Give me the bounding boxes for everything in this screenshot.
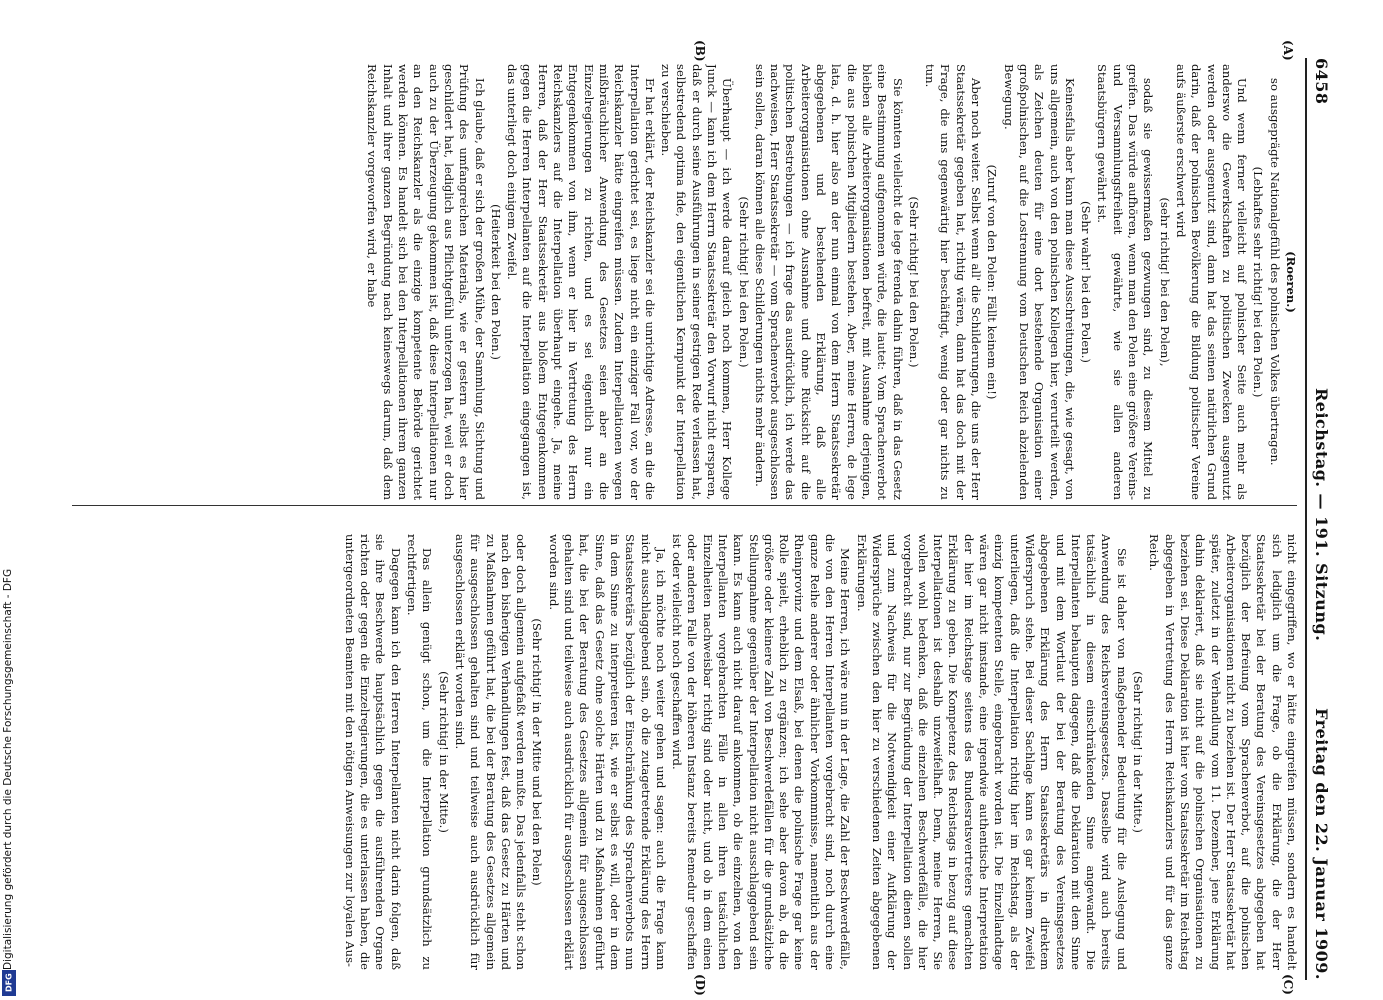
interjection: (Sehr richtig! in der Mitte.) <box>436 671 451 833</box>
paragraph: Überhaupt — ich werde darauf gleich noch kommen, Herr Kollege Junck — kann ich dem Herrn Staatssekretär den Vorwurf nicht ersparen, daß er durch seine Ausführungen in seiner gestrigen Rede verlassen hat, selbstredend optima fide, den eigentlichen Kernpunkt der Interpellation zu verschieben. <box>659 64 735 500</box>
paragraph: Das allein genügt schon, um die Interpellation grundsätzlich zu rechtfertigen. <box>405 534 435 970</box>
paragraph: Und wenn ferner vielleicht auf polnischer Seite auch mehr als anderswo die Gewerkschaften zu politischen Zwecken ausgenutzt werden oder ausgenutzt sind, dann hat das seinen natürlichen Grund darin, daß der polnischen Bevölkerung die Bildung politischer Vereine aufs äußerste erschwert wird <box>1173 64 1250 500</box>
margin-mark-c: (C) <box>1281 974 1295 995</box>
right-column <box>69 534 1299 970</box>
interjection: (Sehr wahr! bei den Polen.) <box>1079 201 1094 363</box>
header-title: Reichstag. — 191. Sitzung. <box>1312 388 1331 642</box>
paragraph: Ja, ich möchte noch weiter gehen und sagen: auch die Frage kann nicht ausschlaggebend sein, ob die zutagetretende Erklärung des Herrn Staatssekretärs bezüglich der Einschränkung des Sprachenverbots nun in dem Sinne zu interpretieren ist, wie er selbst es will, oder in dem Sinne, daß das Gesetz ohne solche Härten und zu Maßnahmen geführt hat, die bei der Beratung des Gesetzes allgemein für ausgeschlossen gehalten sind und teilweise auch ausdrücklich für ausgeschlossen erklärt worden sind. <box>546 534 668 970</box>
interjection: (Sehr richtig! bei den Polen.) <box>736 196 751 368</box>
left-column <box>69 64 1299 500</box>
paragraph: sodaß sie gewissermaßen gezwungen sind, zu diesem Mittel zu greifen. Das würde aufhören, wenn man den Polen eine größere Vereins- und Versammlungsfreiheit gewährte, wie sie allen anderen Staatsbürgern gewährt ist. <box>1095 64 1156 500</box>
interjection: (Sehr richtig! bei den Polen.) <box>906 196 921 368</box>
footer <box>0 0 20 1000</box>
paragraph: so ausgeprägte Nationalgefühl des polnischen Volkes übertragen. <box>1267 78 1282 466</box>
interjection: (sehr richtig! bei den Polen), <box>1157 197 1172 367</box>
paragraph: Ich glaube, daß er sich der großen Mühe, der Sammlung, Sichtung und Prüfung des umfangreichen Materials, wie er gestern selbst es hier geschildert hat, lediglich aus Pflichtgefühl unterzogen hat, weil er doch auch zu der Überzeugung gekommen ist, daß diese Interpellationen nur an den Reichskanzler als die einzige kompetente Behörde gerichtet werden können. Es handelt sich bei den Interpellationen ihrem ganzen Inhalt und ihrer ganzen Begründung nach keineswegs darum, daß dem Reichskanzler vorgeworfen wird, er habe <box>365 64 487 500</box>
paragraph: Sie ist daher von maßgebender Bedeutung für die Auslegung und Anwendung des Reichsvereinsgesetzes. Dasselbe wird auch bereits tatsächlich in diesem einschränkenden Sinne angewandt. Die Interpellanten behaupten dagegen, daß die Deklaration mit dem Sinne und mit dem Wortlaut der bei der Beratung des Vereinsgesetzes abgegebenen Erklärung des Herrn Staatssekretärs in direktem Widerspruch stehe. Bei dieser Sachlage kann es gar keinem Zweifel unterliegen, daß die Interpellation richtig hier im Reichstag, als der einzig kompetenten Stelle, eingebracht worden ist. Die Einzellandtage wären gar nicht imstande, eine irgendwie authentische Interpretation der hier im Reichstage seitens des Bundesratsvertreters gemachten Erklärung zu geben. Die Kompetenz des Reichstags in bezug auf diese Interpellationen ist deshalb unzweifelhaft. Denn, meine Herren, Sie wollen wohl bedenken, daß die einzelnen Beschwerdefälle, die hier vorgebracht sind, nur zur Begründung der Interpellation dienen sollen und zum Nachweis für die Notwendigkeit einer Aufklärung der Widersprüche zwischen den hier zu verschiedenen Zeiten abgegebenen Erklärungen. <box>854 534 1129 970</box>
paragraph: Keinesfalls aber kann man diese Ausschreitungen, die, wie gesagt, von uns allgemein, auch von den polnischen Kollegen hier, verurteilt werden, als Zeichen deuten für eine dort bestehende Organisation einer großpolnischen, auf die Lostrennung vom Deutschen Reich abzielenden Bewegung. <box>1001 64 1077 500</box>
footer-credit: Digitalisierung gefördert durch die Deutsche Forschungsgemeinschaft - DFG <box>2 568 14 970</box>
interjection: (Lebhaftes sehr richtig! bei den Polen.) <box>1251 166 1266 398</box>
paragraph: nicht eingegriffen, wo er hätte eingreifen müssen, sondern es handelt sich lediglich um die Frage, ob die Erklärung, die der Herr Staatssekretär bei der Beratung des Vereinsgesetzes abgegeben hat bezüglich der Befreiung vom Sprachenverbot, auf die polnischen Arbeiterorganisationen nicht zu beziehen ist. Der Herr Staatssekretär hat später, zuletzt in der Verhandlung vom 11. Dezember, jene Erklärung dahin deklariert, daß sie nicht auf die polnischen Organisationen zu beziehen sei. Diese Deklaration ist hier vom Staatssekretär im Reichstag abgegeben in Vertretung des Herrn Reichskanzlers und für das ganze Reich. <box>1147 534 1299 970</box>
margin-mark-b: (B) <box>693 40 707 62</box>
paragraph: Er hat erklärt, der Reichskanzler sei die unrichtige Adresse, an die die Interpellation gerichtet sei, es liege nicht ein einziger Fall vor, wo der Reichskanzler hätte eingreifen müssen. Zudem Interpellationen wegen mißbräuchlicher Anwendung des Gesetzes seien aber an die Einzelregierungen zu richten, und es sei eigentlich nur ein Entgegenkommen von ihm, wenn er hier in Vertretung des Herrn Reichskanzlers auf die Interpellation überhaupt eingehe. Ja, meine Herren, daß der Herr Staatssekretär aus bloßem Entgegenkommen gegen die Herren Interpellanten auf die Interpellation eingegangen ist, das unterliegt doch einigem Zweifel. <box>505 64 657 500</box>
paragraph: Sie könnten vielleicht de lege ferenda dahin führen, daß in das Gesetz eine Bestimmung aufgenommen würde, die lautet: Vom Sprachenverbot bleiben alle Arbeiterorganisationen befreit, mit Ausnahme derjenigen, die aus polnischen Mitgliedern bestehen. Aber, meine Herren, de lege lata, d. h. hier also an der nun einmal von dem Herrn Staatssekretär abgegebenen und bestehenden Erklärung, daß alle Arbeiterorganisationen ohne Ausnahme und ohne Rücksicht auf die politischen Bestrebungen — ich frage das ausdrücklich, ich werde das nachweisen, Herr Staatssekretär — vom Sprachenverbot ausgeschlossen sein sollen, daran können alle diese Schilderungen nichts mehr ändern. <box>752 64 905 500</box>
paragraph: oder doch allgemein aufgefaßt werden mußte. Das jedenfalls steht schon nach den bisherigen Verhandlungen fest, daß das Gesetz zu Härten und zu Maßnahmen geführt hat, die bei der Beratung des Gesetzes allgemein für ausgeschlossen gehalten sind und teilweise auch ausdrücklich für ausgeschlossen erklärt worden sind. <box>452 534 529 970</box>
header-date: Freitag den 22. Januar 1909. <box>1312 708 1331 980</box>
margin-mark-a: (A) <box>1281 40 1295 61</box>
page-number: 6458 <box>1312 58 1331 105</box>
interjection: (Zuruf von den Polen: Fällt keinem ein!) <box>985 164 1000 400</box>
paragraph: Dagegen kann ich den Herren Interpellanten nicht darin folgen, daß sie ihre Beschwerde hauptsächlich gegen die ausführenden Organe richten oder gegen die Einzelregierungen, die es unterlassen haben, die untergeordneten Beamten mit den nötigen Anweisungen zur loyalen Aus- <box>342 534 403 970</box>
column-divider <box>72 505 1297 506</box>
paragraph: Meine Herren, ich wäre nun in der Lage, die Zahl der Beschwerdefälle, die von den Herren Interpellanten vorgebracht sind, noch durch eine ganze Reihe anderer oder ähnlicher Vorkommnisse, namentlich aus der Rheinprovinz und dem Elsaß, bei denen die polnische Frage gar keine Rolle spielt, erheblich zu ergänzen; ich sehe aber davon ab, da die größere oder kleinere Zahl von Beschwerdefällen für die grundsätzliche Stellungnahme gegenüber der Interpellation nicht ausschlaggebend sein kann. Es kann auch nicht darauf ankommen, ob die einzelnen, von den Interpellanten vorgebrachten Fälle in allen ihren tatsächlichen Einzelheiten nachweisbar richtig sind oder nicht, und ob in dem einen oder anderen Falle von der höheren Instanz bereits Remedur geschaffen ist oder vielleicht noch geschaffen wird. <box>670 534 853 970</box>
header-rule <box>1305 58 1307 980</box>
dfg-logo: DFG <box>2 970 16 996</box>
page-header <box>1309 58 1331 980</box>
margin-mark-d: (D) <box>693 974 707 996</box>
speaker-name: (Roeren.) <box>1284 251 1298 313</box>
interjection: (Heiterkeit bei den Polen.) <box>488 204 503 360</box>
interjection: (Sehr richtig! in der Mitte.) <box>1131 671 1146 833</box>
interjection: (Sehr richtig! in der Mitte und bei den Polen) <box>530 618 545 886</box>
paragraph: Aber noch weiter. Selbst wenn all' die Schilderungen, die uns der Herr Staatssekretär gegeben hat, richtig wären, dann hat das doch mit der Frage, die uns gegenwärtig hier beschäftigt, wenig oder gar nichts zu tun. <box>923 64 984 500</box>
